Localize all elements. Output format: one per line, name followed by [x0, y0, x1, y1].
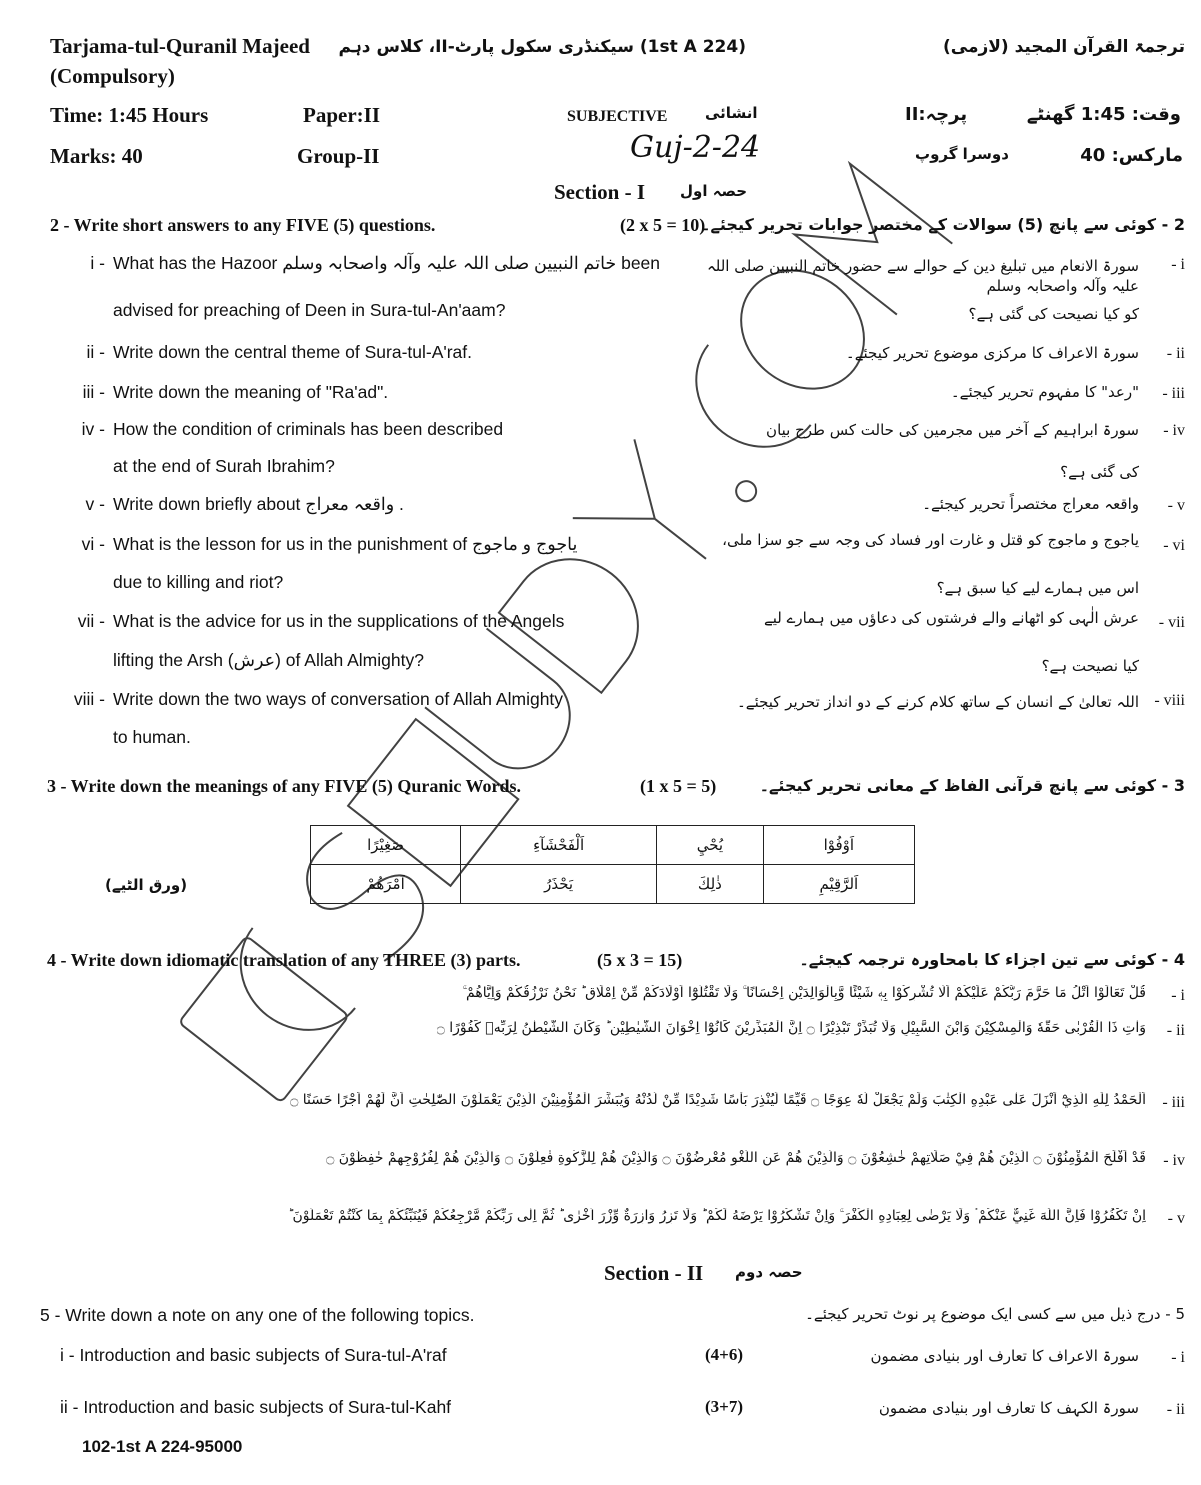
q5-heading: 5 - Write down a note on any one of the following topics. [40, 1305, 475, 1325]
section-1-title: Section - I [554, 180, 645, 204]
word-cell: يَحْذَرُ [461, 865, 657, 904]
title-ur: ترجمۃ القرآن المجید (لازمی) [942, 37, 1185, 57]
verse-text: قُلْ تَعَالَوْا اَتْلُ مَا حَرَّمَ رَبُّكُمْ عَلَيْكُمْ اَلَّا تُشْرِكُوْا بِهٖ شَيْئًا وَّبِالْوَالِدَيْنِ اِحْسَانًا ۚ وَلَا تَقْتُلُوْٓا اَوْلَادَكُمْ مِّنْ اِمْلَاقٍ ؕ نَحْنُ نَرْزُقُكُمْ وَاِيَّاهُمْ ۚ [462, 985, 1146, 1001]
question-number: iv - [81, 419, 105, 439]
question-text-en: What has the Hazoor خاتم النبیین صلی اللہ علیہ وآلہ واصحابہ وسلم been [113, 253, 661, 273]
q5-item-2-ur: سورۃ الکہف کا تعارف اور بنیادی مضمون [878, 1399, 1139, 1417]
question-number: vi - [81, 534, 105, 554]
question-text-en: Write down the two ways of conversation of Allah Almighty [113, 689, 564, 709]
paper-en: Paper:II [303, 103, 380, 127]
q5-item-1-marks: (4+6) [705, 1345, 744, 1364]
q2-marks: (2 x 5 = 10) [620, 215, 706, 235]
paper-ur: پرچہ:II [905, 104, 968, 125]
question-number: i - [90, 253, 105, 273]
question-text-ur: اس میں ہمارے لیے کیا سبق ہے؟ [936, 579, 1139, 597]
q4-heading-ur: 4 - کوئی سے تین اجزاء کا بامحاورہ ترجمہ کیجئے۔ [799, 950, 1185, 969]
section-2-ur: حصہ دوم [735, 1263, 803, 1281]
q2-heading-ur: 2 - کوئی سے پانچ (5) سوالات کے مختصر جوابات تحریر کیجئے۔ [701, 215, 1185, 234]
q5-item-2: ii - Introduction and basic subjects of Sura-tul-Kahf [60, 1397, 452, 1417]
table-row [311, 826, 915, 865]
q5-item-1: i - Introduction and basic subjects of Sura-tul-A'raf [60, 1345, 447, 1365]
code-ur: (1st A 224) سیکنڈری سکول پارٹ-II، کلاس دہم [338, 37, 746, 57]
word-cell: اَوْفُوْا [763, 826, 914, 865]
time-ur: وقت: 1:45 گھنٹے [1026, 104, 1181, 125]
question-text-en: due to killing and riot? [113, 572, 284, 592]
question-text-en: at the end of Surah Ibrahim? [113, 456, 335, 476]
group-en: Group-II [297, 144, 380, 168]
question-text-en: to human. [113, 727, 191, 747]
word-cell: يُحْيِ [657, 826, 764, 865]
q3-heading-ur: 3 - کوئی سے پانچ قرآنی الفاظ کے معانی تحریر کیجئے۔ [759, 776, 1185, 795]
question-text-ur: "رعد" کا مفہوم تحریر کیجئے۔ [950, 383, 1139, 401]
question-text-ur: کیا نصیحت ہے؟ [1041, 657, 1139, 675]
question-number-ur: - i [1171, 256, 1185, 273]
quranic-words-table [310, 825, 915, 904]
question-number: v - [85, 494, 105, 514]
question-text-en: What is the advice for us in the supplications of the Angels [113, 611, 565, 631]
word-cell: اَلرَّقِيْمِ [763, 865, 914, 904]
question-number-ur: - iv [1163, 422, 1185, 439]
marks-ur: مارکس: 40 [1080, 145, 1183, 166]
q5-item-1-ur: سورۃ الاعراف کا تعارف اور بنیادی مضمون [870, 1347, 1139, 1365]
handwritten-date: Guj-2-24 [630, 130, 761, 165]
question-number: iii - [82, 382, 105, 402]
question-number-ur: - v [1167, 497, 1185, 514]
question-text-en: Write down briefly about واقعہ معراج . [113, 494, 404, 514]
word-cell: ذٰلِكَ [657, 865, 764, 904]
question-text-ur: کی گئی ہے؟ [1060, 463, 1139, 481]
q5-heading-ur: 5 - درج ذیل میں سے کسی ایک موضوع پر نوٹ تحریر کیجئے۔ [805, 1305, 1185, 1323]
footer-code: 102-1st A 224-95000 [82, 1437, 243, 1456]
question-text-ur: سورۃ ابراہیم کے آخر میں مجرمین کی حالت کس طرح بیان [766, 421, 1139, 439]
time-en: Time: 1:45 Hours [50, 103, 209, 127]
q5-item-1-num-ur: - i [1171, 1349, 1185, 1366]
subjective-label: SUBJECTIVE [567, 108, 668, 125]
title-en: Tarjama-tul-Quranil Majeed [50, 34, 310, 58]
q2-heading: 2 - Write short answers to any FIVE (5) questions. [50, 215, 436, 235]
question-text-ur: عرش الٰہی کو اٹھانے والے فرشتوں کی دعاؤں میں ہمارے لیے [763, 609, 1139, 627]
word-cell: اَمْرَهُمْ [311, 865, 461, 904]
question-number: viii - [73, 689, 105, 709]
q5-item-2-marks: (3+7) [705, 1397, 744, 1416]
question-number-ur: - iii [1162, 385, 1185, 402]
question-number-ur: - vii [1158, 614, 1185, 631]
question-text-ur: اللہ تعالیٰ کے انسان کے ساتھ کلام کرنے کے دو انداز تحریر کیجئے۔ [736, 693, 1139, 711]
question-text-en: advised for preaching of Deen in Sura-tul-An'aam? [113, 300, 506, 320]
question-text-ur: یاجوج و ماجوج کو قتل و غارت اور فساد کی وجہ سے جو سزا ملی، [722, 531, 1139, 549]
question-number-ur: - vi [1163, 537, 1185, 554]
compulsory-en: (Compulsory) [50, 64, 175, 88]
question-text-ur: سورۃ الاعراف کا مرکزی موضوع تحریر کیجئے۔ [845, 344, 1139, 362]
turn-over-note: (ورق الٹیے) [105, 876, 188, 894]
q3-heading: 3 - Write down the meanings of any FIVE (5) Quranic Words. [47, 776, 522, 796]
word-cell: اَلْفَحْشَآءِ [461, 826, 657, 865]
question-text-ur: کو کیا نصیحت کی گئی ہے؟ [968, 305, 1139, 323]
question-number: vii - [77, 611, 105, 631]
q3-marks: (1 x 5 = 5) [640, 776, 717, 796]
word-cell: صَغِيْرًا [311, 826, 461, 865]
verse-number: - iii [1162, 1094, 1185, 1111]
verse-text: اَلْحَمْدُ لِلّٰهِ الَّذِيْٓ اَنْزَلَ عَلٰى عَبْدِهِ الْكِتٰبَ وَلَمْ يَجْعَلْ لَّهٗ عِوَجًا ۝ قَيِّمًا لِّيُنْذِرَ بَاْسًا شَدِيْدًا مِّنْ لَّدُنْهُ وَيُبَشِّرَ الْمُؤْمِنِيْنَ الَّذِيْنَ يَعْمَلُوْنَ الصّٰلِحٰتِ اَنَّ لَهُمْ اَجْرًا حَسَنًا ۝ [290, 1092, 1146, 1108]
section-1-ur: حصہ اول [680, 182, 748, 200]
question-text-en: Write down the meaning of "Ra'ad". [113, 382, 389, 402]
question-text-en: How the condition of criminals has been described [113, 419, 504, 439]
verse-text: وَاٰتِ ذَا الْقُرْبٰى حَقَّهٗ وَالْمِسْكِيْنَ وَابْنَ السَّبِيْلِ وَلَا تُبَذِّرْ تَبْذِيْرًا ۝ اِنَّ الْمُبَذِّرِيْنَ كَانُوْٓا اِخْوَانَ الشَّيٰطِيْنِ ؕ وَكَانَ الشَّيْطٰنُ لِرَبِّهٖ كَفُوْرًا ۝ [436, 1020, 1146, 1036]
group-ur: دوسرا گروپ [915, 145, 1009, 163]
section-2-title: Section - II [604, 1261, 704, 1285]
question-text-en: lifting the Arsh (عرش) of Allah Almighty? [113, 650, 424, 670]
verse-number: - ii [1166, 1022, 1185, 1039]
subjective-ur: انشائی [705, 104, 758, 122]
question-text-en: What is the lesson for us in the punishment of یاجوج و ماجوج [113, 534, 578, 554]
question-text-en: Write down the central theme of Sura-tul-A'raf. [113, 342, 473, 362]
question-number-ur: - ii [1166, 345, 1185, 362]
verse-text: اِنْ تَكْفُرُوْا فَاِنَّ اللّٰهَ غَنِيٌّ عَنْكُمْ ۟ وَلَا يَرْضٰى لِعِبَادِهِ الْكُفْرَ ۚ وَاِنْ تَشْكُرُوْا يَرْضَهُ لَكُمْ ؕ وَلَا تَزِرُ وَازِرَةٌ وِّزْرَ اُخْرٰى ؕ ثُمَّ اِلٰى رَبِّكُمْ مَّرْجِعُكُمْ فَيُنَبِّئُكُمْ بِمَا كُنْتُمْ تَعْمَلُوْنَ ؕ [288, 1208, 1146, 1224]
question-number-ur: - viii [1154, 692, 1185, 709]
q4-marks: (5 x 3 = 15) [597, 950, 683, 970]
marks-en: Marks: 40 [50, 144, 143, 168]
q5-item-2-num-ur: - ii [1166, 1401, 1185, 1418]
q4-heading: 4 - Write down idiomatic translation of any THREE (3) parts. [47, 950, 521, 970]
verse-number: - i [1171, 987, 1185, 1004]
verse-number: - v [1167, 1210, 1185, 1227]
verse-number: - iv [1163, 1152, 1185, 1169]
question-text-ur: سورۃ الانعام میں تبلیغ دین کے حوالے سے حضور خاتم النبیین صلی اللہ علیہ وآلہ واصحابہ وسلم [706, 257, 1139, 295]
question-number: ii - [86, 342, 105, 362]
question-text-ur: واقعہ معراج مختصراً تحریر کیجئے۔ [922, 495, 1139, 513]
verse-text: قَدْ اَفْلَحَ الْمُؤْمِنُوْنَ ۝ الَّذِيْنَ هُمْ فِيْ صَلَاتِهِمْ خٰشِعُوْنَ ۝ وَالَّذِيْنَ هُمْ عَنِ اللَّغْوِ مُعْرِضُوْنَ ۝ وَالَّذِيْنَ هُمْ لِلزَّكٰوةِ فٰعِلُوْنَ ۝ وَالَّذِيْنَ هُمْ لِفُرُوْجِهِمْ حٰفِظُوْنَ ۝ [326, 1150, 1146, 1166]
table-row [311, 865, 915, 904]
